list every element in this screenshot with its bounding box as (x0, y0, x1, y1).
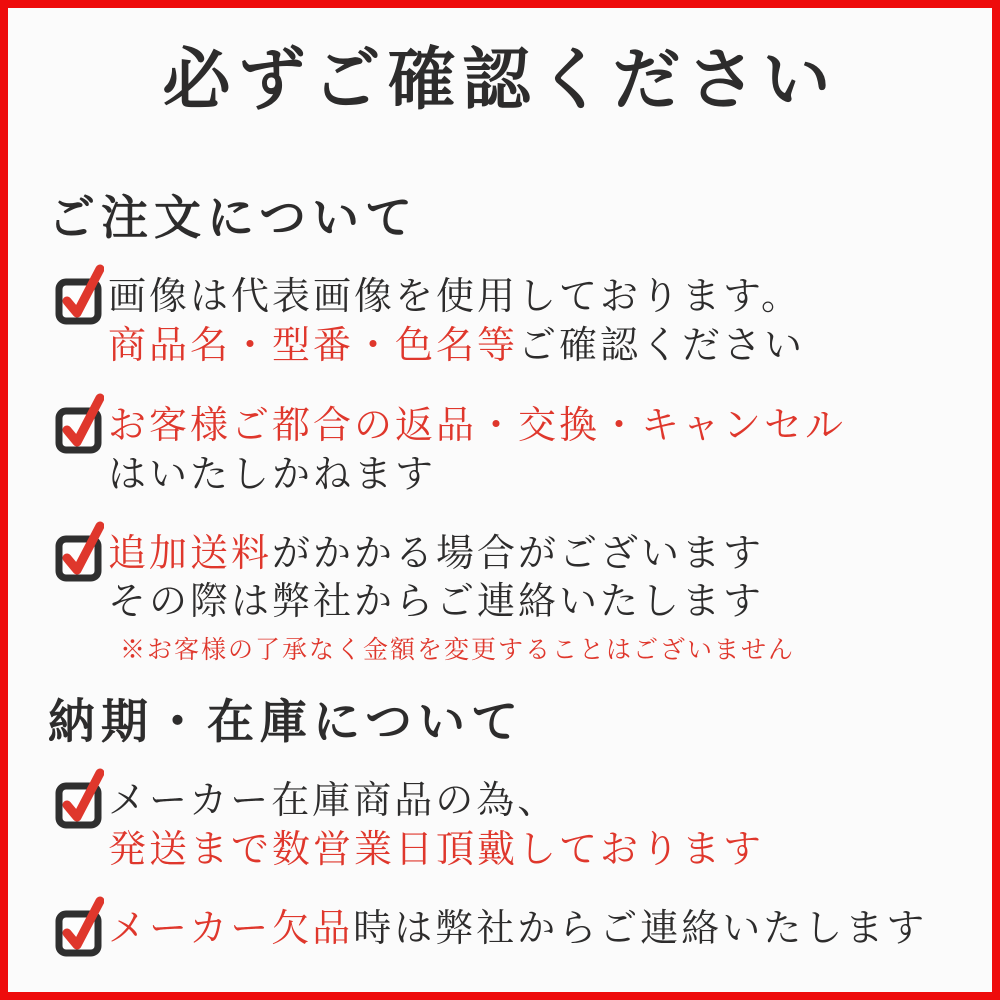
checkbox-checked-icon (54, 521, 104, 583)
list-item (54, 272, 962, 369)
item-line (108, 825, 764, 874)
item-text-segment: がかかる場合がございます (272, 530, 765, 575)
section-heading-orders: ご注文について (48, 191, 419, 246)
list-item (54, 401, 962, 498)
item-line (108, 776, 764, 825)
page-title-text: 必ずご確認ください (162, 40, 838, 120)
item-text-segment: 画像は代表画像を使用しております。 (108, 274, 802, 319)
item-text (108, 401, 846, 498)
item-line (108, 272, 805, 321)
section-heading-delivery-stock: 納期・在庫について (48, 695, 525, 751)
item-text-segment: ご確認ください (518, 322, 806, 367)
fine-print-note: ※お客様の了承なく金額を変更することはございません (120, 634, 796, 664)
item-text-segment-red: 商品名・型番・色名等 (108, 322, 519, 367)
page-title (156, 38, 843, 120)
notice-content (8, 192, 992, 958)
checkbox-checked-icon (54, 264, 104, 326)
item-text-segment-red: お客様ご都合の返品・交換・キャンセル (108, 403, 847, 448)
item-text (108, 776, 764, 873)
list-item (54, 904, 962, 958)
item-text-segment-red: 追加送料 (108, 530, 273, 575)
title-row (8, 38, 992, 120)
item-text-segment-red: メーカー欠品 (108, 905, 354, 950)
item-text-segment: メーカー在庫商品の為、 (108, 778, 559, 823)
item-line (108, 577, 795, 626)
checkbox-checked-icon (54, 768, 104, 830)
item-line (108, 401, 846, 450)
item-line (108, 321, 805, 370)
list-item (54, 776, 962, 873)
checkbox-checked-icon (54, 896, 104, 958)
item-text-segment: はいたしかねます (108, 451, 437, 496)
item-text (108, 272, 805, 369)
item-line (108, 904, 927, 953)
item-text-segment: その際は弊社からご連絡いたします (108, 579, 765, 624)
list-item (54, 529, 962, 667)
item-line (108, 529, 795, 578)
item-line (108, 450, 846, 499)
item-text-segment-red: 発送まで数営業日頂戴しております (108, 826, 765, 871)
item-text (108, 904, 927, 953)
checkbox-checked-icon (54, 393, 104, 455)
item-text-segment: 時は弊社からご連絡いたします (353, 905, 928, 950)
item-text (108, 529, 795, 667)
